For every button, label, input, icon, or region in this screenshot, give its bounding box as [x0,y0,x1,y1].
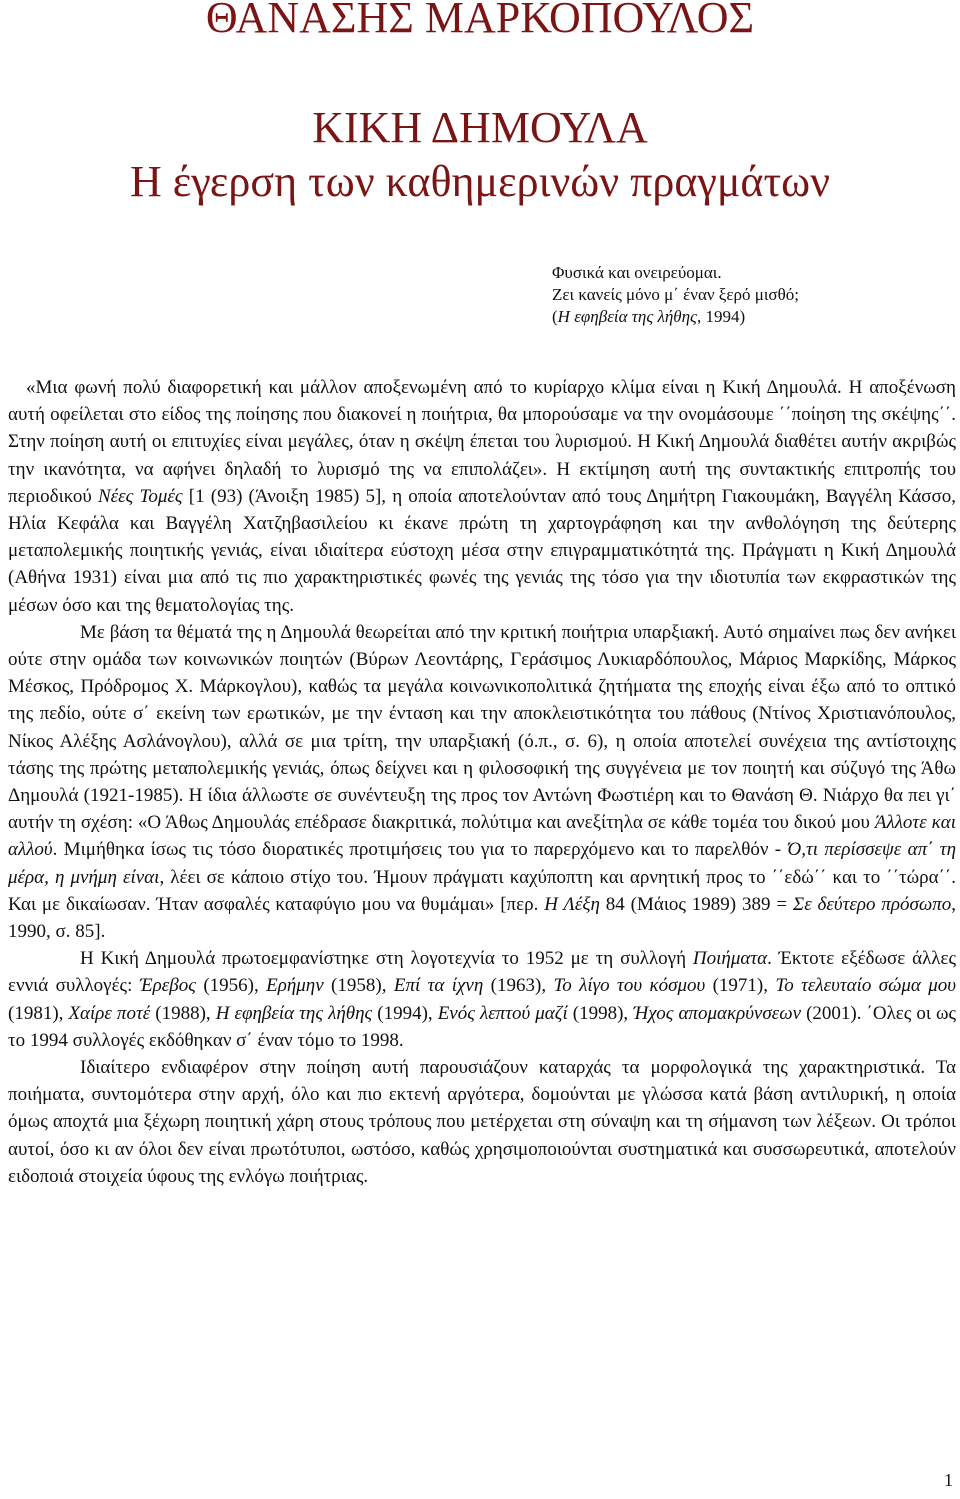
italic-title: Ερήμην [266,975,324,997]
italic-title: Έρεβος [139,975,196,997]
epigraph-line-2: Ζει κανείς μόνο μ΄ έναν ξερό μισθό; [552,285,799,304]
text-run: [1 (93) (Άνοιξη 1985) 5], η οποία αποτελούνταν από τους Δημήτρη Γιακουμάκη, Βαγγέλη Κάσσο, Ηλία Κεφάλα και Βαγγέλη Χατζηβασιλείου κι έκανε πρώτη τη χαρτογράφηση και την ανθολόγηση της δεύτερης μεταπολεμικής ποιητικής γενιάς, είναι ιδιαίτερα εύστοχη μέσα στην επιγραμματικότητά της. Πράγματι η Κική Δημουλά (Αθήνα 1931) είναι μια από τις πιο χαρακτηριστικές φωνές της γενιάς της τόσο για την ιδιοτυπία των εκφραστικών της μέσων όσο και της θεματολογίας της. [8,485,957,616]
text-run: (1998), [567,1002,634,1024]
italic-title: Ήχος απομακρύνσεων [633,1002,802,1024]
author-name: ΘΑΝΑΣΗΣ ΜΑΡΚΟΠΟΥΛΟΣ [205,0,755,42]
epigraph-source-close: , 1994) [696,307,746,326]
text-run: Ιδιαίτερο ενδιαφέρον στην ποίηση αυτή παρουσιάζουν καταρχάς τα μορφολογικά της χαρακτηριστικά. Τα ποιήματα, συντομότερα στην αρχή, όλο και πιο εκτενή αργότερα, δομούνται με γλώσσα κατά βάση αντιλυρική, η οποία όμως αποχτά μια ξέχωρη ποιητική χάρη στους τρόπους που μετέρχεται στη σύναψη και τη σήμανση των λέξεων. Οι τρόποι αυτοί, όσο κι αν όλοι δεν είναι πρωτότυποι, ωστόσο, καθώς χρησιμοποιούνται συστηματικά και συσσωρευτικά, αποτελούν ειδοποιά στοιχεία ύφους της ενλόγω ποιήτριας. [8,1057,956,1187]
epigraph [540,262,940,328]
paragraph-2 [8,619,956,945]
page-number: 1 [944,1470,953,1490]
text-run: (1956), [195,975,267,997]
text-run: (1963), [483,975,554,997]
text-run: . Μιμήθηκα ίσως τις τόσο διορατικές προτιμήσεις του για το παρερχόμενο και το παρελθόν - [52,839,788,861]
italic-title: Ποιήματα [692,948,768,970]
paragraph-3 [8,945,956,1054]
paragraph-1 [8,374,956,619]
text-run: (1981), [8,1002,69,1024]
article-body [8,374,956,1190]
text-run: Η Κική Δημουλά πρωτοεμφανίστηκε στη λογοτεχνία το 1952 με τη συλλογή [80,948,693,970]
epigraph-line-1: Φυσικά και ονειρεύομαι. [552,263,722,282]
italic-title: Η Λέξη [544,893,600,915]
italic-title: Επί τα ίχνη [393,975,484,997]
text-run: . Έκτοτε εξέδωσε άλλες εννιά συλλογές: [8,948,956,997]
text-run: 84 (Μάιος 1989) 389 = [599,893,793,915]
text-run: , 1990, σ. 85]. [8,893,957,943]
text-run: (2001). ΄Ολες οι ως το 1994 συλλογές εκδόθηκαν σ΄ έναν τόμο το 1998. [8,1002,956,1051]
text-run: «Μια φωνή πολύ διαφορετική και μάλλον αποξενωμένη από το κυρίαρχο κλίμα είναι η Κική Δημουλά. Η αποξένωση αυτή οφείλεται στο είδος της ποίησης που διακονεί η ποιήτρια, θα μπορούσαμε να την ονομάσουμε ΄΄ποίηση της σκέψης΄΄. Στην ποίηση αυτή οι επιτυχίες είναι μεγάλες, όταν η σκέψη έπεται του λυρισμού. Η Κική Δημουλά διαθέτει αυτήν ακριβώς την ικανότητα, να αφήνει δηλαδή το λυρισμό της να επιπολάζει». Η εκτίμηση αυτή της συντακτικής επιτροπής του περιοδικού [8,377,956,507]
italic-title: Άλλοτε και αλλού [8,812,956,861]
italic-quote: Ό,τι περίσσεψε απ΄ τη μέρα, η μνήμη είναι [8,839,957,888]
paragraph-4 [8,1054,956,1190]
italic-title: Χαίρε ποτέ [68,1002,151,1024]
epigraph-source-open: ( [552,307,558,326]
italic-title: Νέες Τομές [97,485,183,507]
italic-title: Σε δεύτερο πρόσωπο [792,893,952,915]
article-title-line2: Η έγερση των καθημερινών πραγμάτων [129,157,831,206]
italic-title: Η εφηβεία της λήθης [215,1002,373,1024]
text-run: Με βάση τα θέματά της η Δημουλά θεωρείται από την κριτική ποιήτρια υπαρξιακή. Αυτό σημαίνει πως δεν ανήκει ούτε στην ομάδα των κοινωνικών ποιητών (Βύρων Λεοντάρης, Γεράσιμος Λυκιαρδόπουλος, Μάριος Μαρκίδης, Μάρκος Μέσκος, Πρόδρομος Χ. Μάρκογλου), καθώς τα μεγάλα κοινωνικοπολιτικά ζητήματα της εποχής είναι έξω από το οπτικό της πεδίο, ούτε σ΄ εκείνη των ερωτικών, με την ένταση και την αποκλειστικότητα του πάθους (Ντίνος Χριστιανόπουλος, Νίκος Αλέξης Ασλάνογλου), αλλά σε μια τρίτη, την υπαρξιακή (ό.π., σ. 6), η οποία αποτελεί συνέχεια της αντίστοιχης τάσης της πρώτης μεταπολεμικής γενιάς, όπως δείχνει και η φιλοσοφική της συγγένεια με τον ποιητή και σύζυγό της Άθω Δημουλά (1921-1985). Η ίδια άλλωστε σε συνέντευξη της προς τον Αντώνη Φωστιέρη και το Θανάση Θ. Νιάρχο θα πει γι΄ αυτήν τη σχέση: «Ο Άθως Δημουλάς επέδρασε διακριτικά, πολύτιμα και ανεξίτηλα σε κάθε τομέα του δικού μου [8,621,956,834]
italic-title: Το λίγο του κόσμου [553,975,706,997]
article-title-line1: ΚΙΚΗ ΔΗΜΟΥΛΑ [312,103,648,152]
italic-title: Ενός λεπτού μαζί [437,1002,568,1024]
text-run: , λέει σε κάποιο στίχο του. Ήμουν πράγματι καχύποπτη και αρνητική προς το ΄΄εδώ΄΄ και το ΄΄τώρα΄΄. Και με δικαίωσαν. Ήταν ασφαλές καταφύγιο μου να θυμάμαι» [περ. [8,866,957,915]
epigraph-source-title: Η εφηβεία της λήθης [557,307,697,326]
text-run: (1971), [705,975,776,997]
epigraph-source [540,306,940,328]
italic-title: Το τελευταίο σώμα μου [775,975,957,997]
text-run: (1988), [150,1002,216,1024]
text-run: (1958), [323,975,394,997]
text-run: (1994), [372,1002,438,1024]
